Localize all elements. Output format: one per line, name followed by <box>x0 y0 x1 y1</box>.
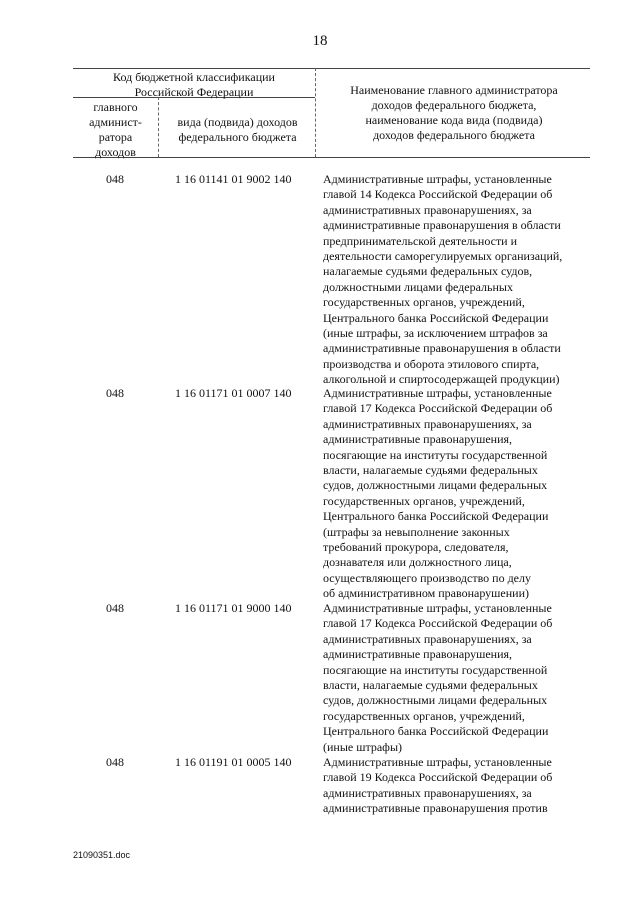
admin-code: 048 <box>106 386 124 400</box>
row-description: Административные штрафы, установленные главой 19 Кодекса Российской Федерации об административных правонарушениях, за административные правонарушения против <box>323 755 553 816</box>
kbk-code: 1 16 01141 01 9002 140 <box>175 172 292 186</box>
admin-code: 048 <box>106 172 124 186</box>
header-kbk-title: Код бюджетной классификации Российской Федерации <box>113 70 275 99</box>
header-col-name: Наименование главного администратора доходов федерального бюджета, наименование кода вида (подвида) доходов федерального бюджета <box>350 83 558 142</box>
footer-filename: 21090351.doc <box>73 850 131 860</box>
kbk-code: 1 16 01171 01 0007 140 <box>175 386 292 400</box>
admin-code: 048 <box>106 601 124 615</box>
header-top-border <box>73 68 590 69</box>
header-divider-kind <box>158 97 159 157</box>
row-description: Административные штрафы, установленные главой 17 Кодекса Российской Федерации об административных правонарушениях, за административные правонарушения, посягающие на институты государственной власти, налагаемые судьями федеральных судов, должностными лицами федеральных государственных органов, учреждений, Центрального банка Российской Федерации (иные штрафы) <box>323 601 553 754</box>
header-col-admin: главного админист- ратора доходов <box>89 100 142 159</box>
row-description: Административные штрафы, установленные главой 14 Кодекса Российской Федерации об административных правонарушениях, за административные правонарушения в области предпринимательской деятельности и деятельности саморегулируемых организаций, налагаемые судьями федеральных судов, должностными лицами федеральных государственных органов, учреждений, Центрального банка Российской Федерации (иные штрафы, за исключением штрафов за административные правонарушения в области производства и оборота этилового спирта, алкогольной и спиртосодержащей продукции) <box>323 172 563 387</box>
kbk-code: 1 16 01171 01 9000 140 <box>175 601 292 615</box>
admin-code: 048 <box>106 755 124 769</box>
header-divider-name <box>315 68 316 157</box>
page-number: 18 <box>312 33 328 49</box>
header-col-kind: вида (подвида) доходов федерального бюджета <box>177 115 298 144</box>
row-description: Административные штрафы, установленные главой 17 Кодекса Российской Федерации об административных правонарушениях, за административные правонарушения, посягающие на институты государственной власти, налагаемые судьями федеральных судов, должностными лицами федеральных государственных органов, учреждений, Центрального банка Российской Федерации (штрафы за невыполнение законных требований прокурора, следователя, дознавателя или должностного лица, осуществляющего производство по делу об административном правонарушении) <box>323 386 553 601</box>
kbk-code: 1 16 01191 01 0005 140 <box>175 755 292 769</box>
